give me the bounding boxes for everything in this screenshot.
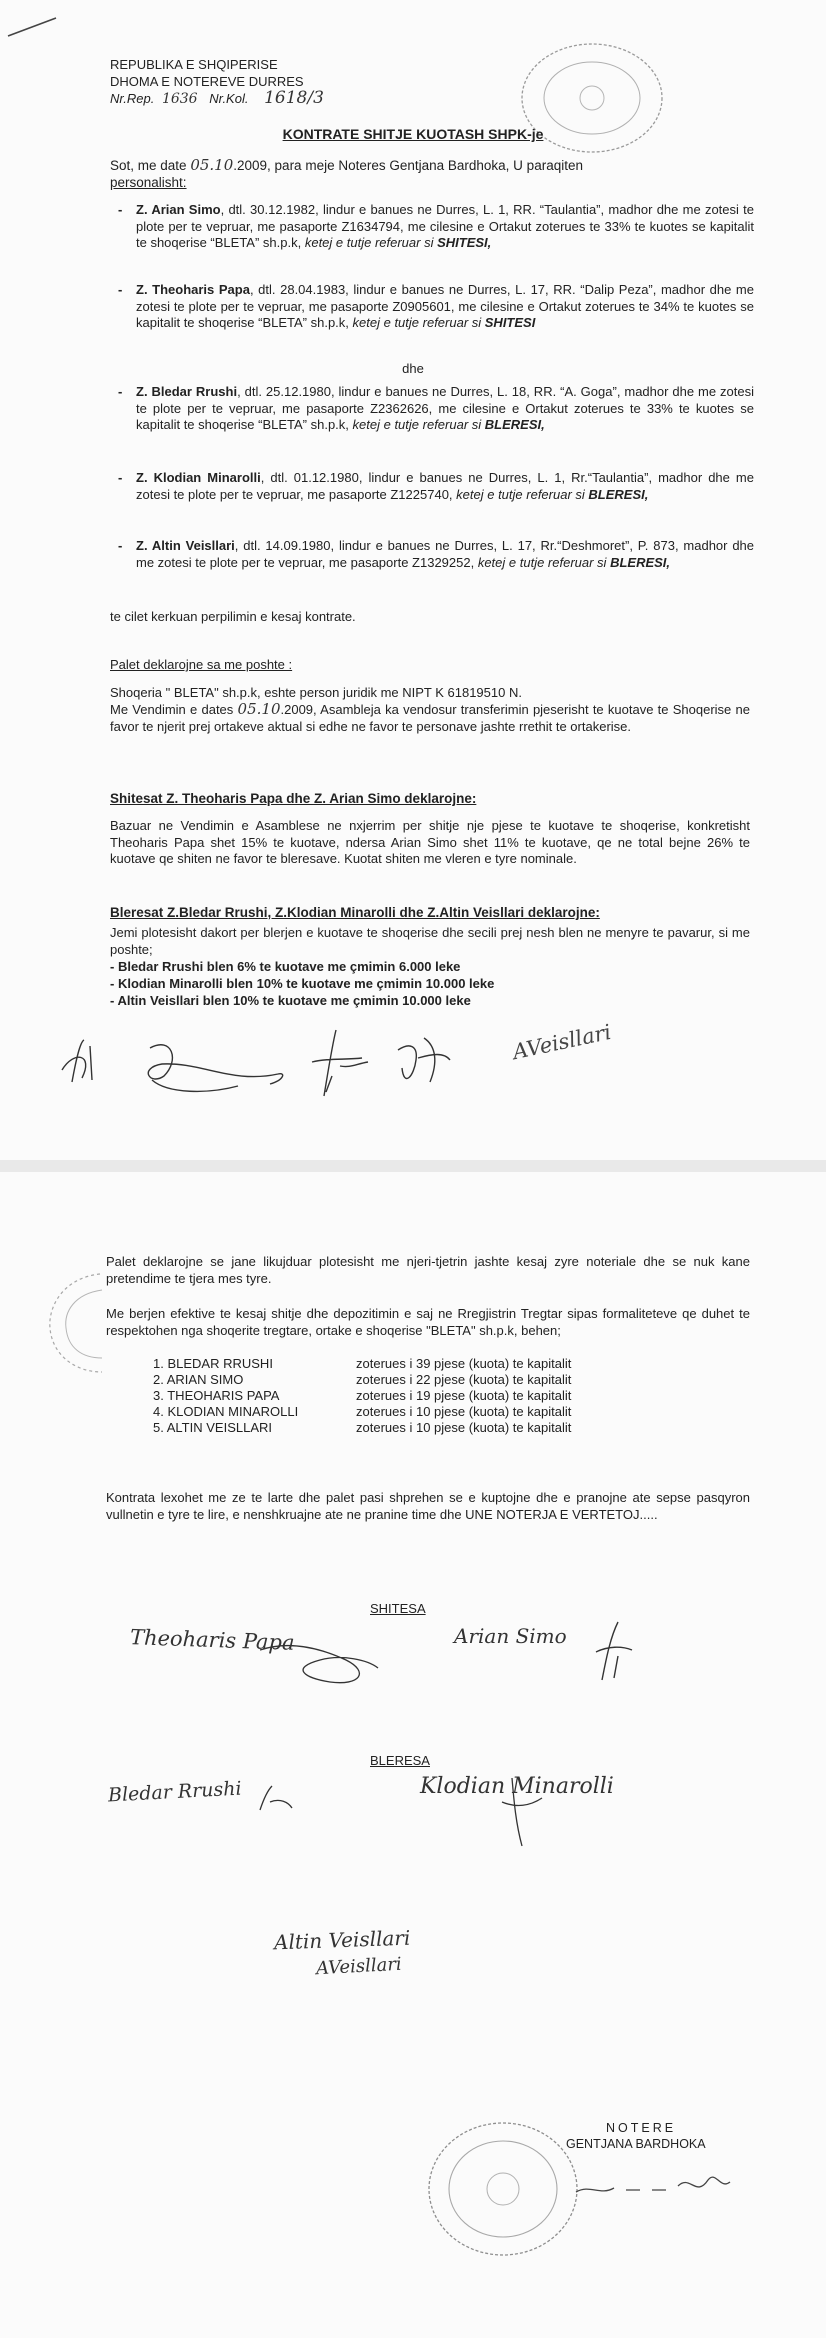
notary-seal-stamp-bottom bbox=[418, 2114, 588, 2264]
signature-theoharis: Theoharis Papa bbox=[129, 1625, 295, 1655]
owner-share: zoterues i 19 pjese (kuota) te kapitalit bbox=[356, 1388, 572, 1403]
owner-name: BLEDAR RRUSHI bbox=[167, 1356, 273, 1371]
decision-date-handwritten: 05.10 bbox=[237, 700, 281, 718]
owner-row bbox=[153, 1404, 298, 1420]
declare-company: Shoqeria " BLETA" sh.p.k, eshte person juridik me NIPT K 61819510 N. bbox=[110, 685, 522, 700]
buyer-item-bledar: - Bledar Rrushi blen 6% te kuotave me çmimin 6.000 leke bbox=[110, 959, 461, 974]
party-ref: ketej e tutje referuar si bbox=[304, 235, 438, 250]
owner-num: 1. bbox=[153, 1356, 164, 1371]
header-chamber: DHOMA E NOTEREVE DURRES bbox=[110, 74, 304, 89]
settlement-paragraph: Palet deklarojne se jane likujduar plotesisht me njeri-tjetrin jashte kesaj zyre noteriale dhe se nuk kane pretendime te tjera mes tyre. bbox=[106, 1254, 750, 1286]
signature-theoharis-flourish bbox=[250, 1620, 390, 1700]
party-dash: - bbox=[118, 470, 123, 485]
owner-name: THEOHARIS PAPA bbox=[167, 1388, 280, 1403]
party-klodian-minarolli bbox=[136, 470, 754, 503]
party-ref: ketej e tutje referuar si bbox=[456, 486, 589, 502]
owner-num: 4. bbox=[153, 1404, 164, 1419]
signature-bledar: Bledar Rrushi bbox=[107, 1777, 243, 1807]
signature-arian: Arian Simo bbox=[454, 1624, 567, 1648]
party-arian-simo bbox=[136, 202, 754, 252]
party-details: , dtl. 28.04.1983, lindur e banues ne Durres, L. 17, RR. “Dalip Peza”, madhor dhe me zotesi te plote per te vepruar, me pasaporte Z0905601, me cilesine e Ortakut zoterues te 34% te kuotes se kapitalit te shoqerise “BLETA” sh.p.k, bbox=[136, 282, 754, 330]
signature-scribble-3 bbox=[294, 1022, 384, 1102]
party-details: , dtl. 30.12.1982, lindur e banues ne Durres, L. 1, RR. “Taulantia”, madhor dhe me zotesi te plote per te vepruar, me pasaporte Z1634794, me cilesine e Ortakut zoterues te 33% te kuotes se kapitalit te shoqerise “BLETA” sh.p.k, bbox=[136, 202, 754, 250]
intro-post: .2009, para meje Noteres Gentjana Bardhoka, U paraqiten bbox=[233, 158, 583, 173]
buyers-heading: Bleresat Z.Bledar Rrushi, Z.Klodian Minarolli dhe Z.Altin Veisllari deklarojne: bbox=[110, 905, 600, 920]
owner-share: zoterues i 10 pjese (kuota) te kapitalit bbox=[356, 1404, 572, 1419]
party-name: Z. Theoharis Papa bbox=[136, 282, 250, 297]
notary-title: NOTERE bbox=[606, 2121, 677, 2135]
owner-row bbox=[153, 1372, 243, 1388]
party-dash: - bbox=[118, 202, 123, 217]
closing-intro: te cilet kerkuan perpilimin e kesaj kontrate. bbox=[110, 609, 356, 624]
party-ref: ketej e tutje referuar si bbox=[477, 554, 611, 570]
header-numbers bbox=[110, 90, 324, 108]
intro-personally: personalisht: bbox=[110, 175, 187, 190]
buyers-label: BLERESA bbox=[370, 1753, 430, 1768]
owner-name: ARIAN SIMO bbox=[166, 1372, 244, 1387]
signature-klodian: Klodian Minarolli bbox=[420, 1774, 614, 1799]
notary-seal-stamp-faint bbox=[40, 1268, 110, 1378]
sellers-declaration: Bazuar ne Vendimin e Asamblese ne nxjerrim per shitje nje pjese te kuotave te shoqerise, konkretisht Theoharis Papa shet 15% te kuotave, ndersa Arian Simo shet 11% te kuotave, qe ne total bejne 26% te kuotave qe shiten ne favor te bleresave. Kuotat shiten me vleren e tyre nominale. bbox=[110, 818, 750, 866]
owner-num: 5. bbox=[153, 1420, 164, 1435]
signature-scribble-2 bbox=[128, 1034, 298, 1104]
intro-date-handwritten: 05.10 bbox=[190, 156, 234, 174]
party-ref: ketej e tutje referuar si bbox=[352, 417, 485, 432]
owner-num: 3. bbox=[153, 1388, 164, 1403]
registration-paragraph: Me berjen efektive te kesaj shitje dhe depozitimin e saj ne Rregjistrin Tregtar sipas formaliteteve qe duhet te respektohen nga shoqerite tregtare, ortake e shoqerise "BLETA" sh.p.k, behen; bbox=[106, 1306, 750, 1338]
party-details: , dtl. 25.12.1980, lindur e banues ne Durres, L. 18, RR. “A. Goga”, madhor dhe me zotesi te plote per te vepruar, me pasaporte Z2362626, me cilesine e Ortakut zoterues te 33% te kuotes se kapitalit te shoqerise “BLETA” sh.p.k, bbox=[136, 384, 754, 432]
signature-scribble-1 bbox=[54, 1030, 114, 1090]
buyer-item-klodian: - Klodian Minarolli blen 10% te kuotave me çmimin 10.000 leke bbox=[110, 976, 495, 991]
party-role: BLERESI, bbox=[588, 486, 649, 502]
intro-line bbox=[110, 157, 583, 174]
party-name: Z. Altin Veisllari bbox=[136, 538, 235, 553]
kol-label: Nr.Kol. bbox=[209, 91, 249, 106]
party-role: BLERESI, bbox=[610, 554, 671, 570]
party-dash: - bbox=[118, 282, 123, 297]
owner-share: zoterues i 39 pjese (kuota) te kapitalit bbox=[356, 1356, 572, 1371]
party-bledar-rrushi bbox=[136, 384, 754, 434]
owner-name: ALTIN VEISLLARI bbox=[166, 1420, 272, 1435]
notary-signature bbox=[570, 2160, 740, 2210]
rep-value: 1636 bbox=[161, 91, 198, 107]
party-name: Z. Klodian Minarolli bbox=[136, 470, 261, 485]
signature-scribble-4 bbox=[388, 1028, 458, 1098]
party-theoharis-papa bbox=[136, 282, 754, 332]
party-name: Z. Bledar Rrushi bbox=[136, 384, 238, 399]
party-role: BLERESI, bbox=[484, 417, 545, 432]
intro-pre: Sot, me date bbox=[110, 158, 187, 173]
signature-altin-1: Altin Veisllari bbox=[273, 1925, 411, 1955]
owner-row bbox=[153, 1420, 272, 1436]
declare-decision bbox=[110, 701, 750, 735]
decision-pre: Me Vendimin e dates bbox=[110, 702, 234, 717]
contract-title: KONTRATE SHITJE KUOTASH SHPK-je bbox=[282, 126, 544, 142]
party-role: SHITESI bbox=[484, 315, 536, 330]
decision-post: .2009, Asambleja ka vendosur transferimin pjeserisht te kuotave te Shoqerise ne favor te njerit prej ortakeve aktual si edhe ne favor te personave jashte rrethit te ortakerise. bbox=[110, 702, 750, 734]
sellers-label: SHITESA bbox=[370, 1601, 426, 1616]
party-details: , dtl. 14.09.1980, lindur e banues ne Durres, L. 17, Rr.“Deshmoret”, P. 873, madhor dhe me zotesi te plote per te vepruar, me pasaporte Z1329252, bbox=[136, 538, 755, 570]
conjunction-and: dhe bbox=[402, 361, 424, 376]
sellers-heading: Shitesat Z. Theoharis Papa dhe Z. Arian Simo deklarojne: bbox=[110, 791, 477, 806]
owner-num: 2. bbox=[153, 1372, 164, 1387]
signature-bledar-flourish bbox=[252, 1780, 302, 1820]
owner-row bbox=[153, 1388, 279, 1404]
notary-name: GENTJANA BARDHOKA bbox=[566, 2137, 706, 2151]
party-ref: ketej e tutje referuar si bbox=[352, 315, 485, 330]
reading-paragraph: Kontrata lexohet me ze te larte dhe palet pasi shprehen se e kuptojne dhe e pranojne ate sepse pasqyron vullnetin e tyre te lire, e nenshkruajne ate ne pranine time dhe UNE NOTERJA E VERTETOJ..... bbox=[106, 1490, 750, 1522]
owner-row bbox=[153, 1356, 273, 1372]
signature-altin-2: AVeisllari bbox=[315, 1953, 403, 1980]
party-role: SHITESI, bbox=[437, 235, 492, 250]
buyer-item-altin: - Altin Veisllari blen 10% te kuotave me çmimin 10.000 leke bbox=[110, 993, 471, 1008]
contract-page-2 bbox=[0, 1172, 826, 2338]
contract-page-1 bbox=[0, 0, 826, 1160]
kol-value: 1618/3 bbox=[264, 88, 324, 108]
declare-heading: Palet deklarojne sa me poshte : bbox=[110, 657, 293, 672]
party-dash: - bbox=[118, 538, 123, 553]
header-republic: REPUBLIKA E SHQIPERISE bbox=[110, 57, 278, 72]
signature-klodian-flourish bbox=[492, 1772, 552, 1852]
owner-name: KLODIAN MINAROLLI bbox=[167, 1404, 299, 1419]
rep-label: Nr.Rep. bbox=[110, 91, 155, 106]
party-details: , dtl. 01.12.1980, lindur e banues ne Durres, L. 1, Rr.“Taulantia”, madhor dhe me zotesi te plote per te vepruar, me pasaporte Z1225740, bbox=[136, 470, 754, 502]
buyers-declaration: Jemi plotesisht dakort per blerjen e kuotave te shoqerise dhe secili prej nesh blen ne menyre te pavarur, si me poshte; bbox=[110, 925, 750, 957]
owner-share: zoterues i 10 pjese (kuota) te kapitalit bbox=[356, 1420, 572, 1435]
signature-altin-page1: AVeisllari bbox=[510, 1019, 614, 1065]
party-name: Z. Arian Simo bbox=[136, 202, 221, 217]
party-dash: - bbox=[118, 384, 123, 399]
signature-arian-flourish bbox=[588, 1616, 638, 1686]
corner-pen-mark bbox=[4, 12, 64, 42]
party-altin-veisllari bbox=[136, 538, 754, 571]
owner-share: zoterues i 22 pjese (kuota) te kapitalit bbox=[356, 1372, 572, 1387]
